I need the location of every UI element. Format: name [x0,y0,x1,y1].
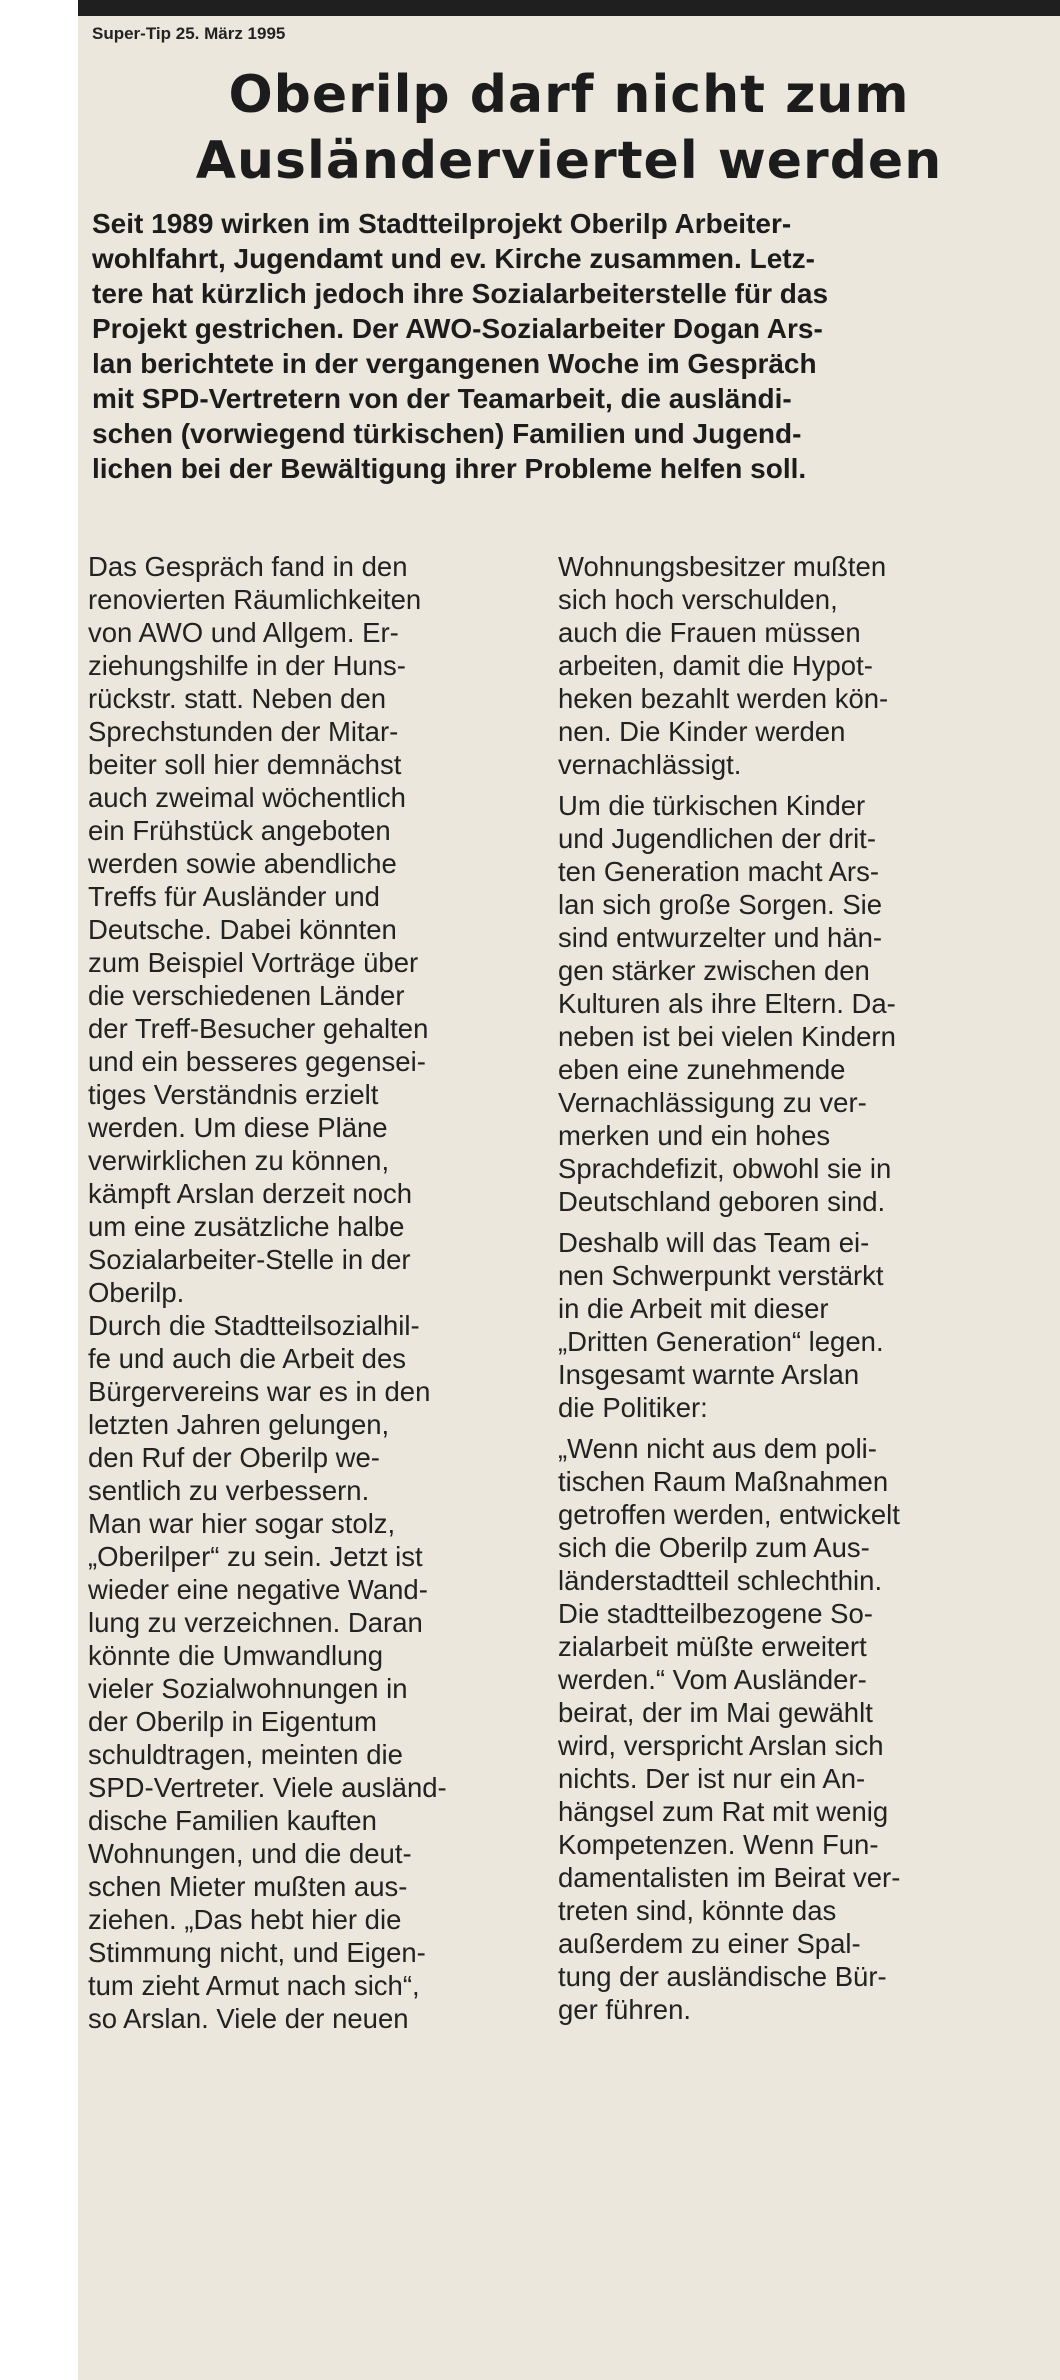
headline-line: Oberilp darf nicht zum [228,65,910,125]
body-line: lan sich große Sorgen. Sie [558,889,883,920]
newspaper-clipping [78,0,1060,2380]
body-line: beiter soll hier demnächst [88,749,402,780]
body-line: vernachlässigt. [558,749,742,780]
body-line: „Wenn nicht aus dem poli- [558,1433,877,1464]
body-line: hängsel zum Rat mit wenig [558,1796,889,1827]
body-line: Wohnungsbesitzer mußten [558,551,887,582]
body-line: länderstadtteil schlechthin. [558,1565,883,1596]
body-line: die Politiker: [558,1392,708,1423]
body-line: treten sind, könnte das [558,1895,837,1926]
body-line: sentlich zu verbessern. [88,1475,370,1506]
lead-line: wohlfahrt, Jugendamt und ev. Kirche zusammen. Letz- [92,243,815,274]
body-line: Deutschland geboren sind. [558,1186,886,1217]
body-line: nichts. Der ist nur ein An- [558,1763,866,1794]
body-line: von AWO und Allgem. Er- [88,617,399,648]
lead-line: tere hat kürzlich jedoch ihre Sozialarbeiterstelle für das [92,278,829,309]
body-line: beirat, der im Mai gewählt [558,1697,873,1728]
body-line: so Arslan. Viele der neuen [88,2003,409,2034]
body-line: Das Gespräch fand in den [88,551,408,582]
body-line: damentalisten im Beirat ver- [558,1862,901,1893]
body-line: Sozialarbeiter-Stelle in der [88,1244,411,1275]
body-line: Kulturen als ihre Eltern. Da- [558,988,896,1019]
body-line: werden sowie abendliche [88,848,397,879]
body-line: „Dritten Generation“ legen. [558,1326,884,1357]
body-line: Wohnungen, und die deut- [88,1838,412,1869]
body-line: verwirklichen zu können, [88,1145,390,1176]
body-line: neben ist bei vielen Kindern [558,1021,896,1052]
body-line: Stimmung nicht, und Eigen- [88,1937,426,1968]
body-line: ziehungshilfe in der Huns- [88,650,406,681]
body-line: Kompetenzen. Wenn Fun- [558,1829,879,1860]
body-line: sich hoch verschulden, [558,584,838,615]
body-line: renovierten Räumlichkeiten [88,584,422,615]
body-line: auch zweimal wöchentlich [88,782,406,813]
body-line: Durch die Stadtteilsozialhil- [88,1310,420,1341]
body-line: außerdem zu einer Spal- [558,1928,861,1959]
body-line: ein Frühstück angeboten [88,815,391,846]
body-line: Insgesamt warnte Arslan [558,1359,860,1390]
lead-line: Seit 1989 wirken im Stadtteilprojekt Oberilp Arbeiter- [92,208,792,239]
body-line: tiges Verständnis erzielt [88,1079,379,1110]
body-line: ger führen. [558,1994,692,2025]
body-line: und Jugendlichen der drit- [558,823,876,854]
body-line: tum zieht Armut nach sich“, [88,1970,420,2001]
body-line: tung der ausländische Bür- [558,1961,887,1992]
body-line: zum Beispiel Vorträge über [88,947,419,978]
body-line: Treffs für Ausländer und [88,881,380,912]
body-line: lung zu verzeichnen. Daran [88,1607,423,1638]
lead-line: mit SPD-Vertretern von der Teamarbeit, die ausländi- [92,383,792,414]
body-line: der Oberilp in Eigentum [88,1706,377,1737]
body-line: arbeiten, damit die Hypot- [558,650,873,681]
body-line: Um die türkischen Kinder [558,790,866,821]
body-line: den Ruf der Oberilp we- [88,1442,380,1473]
body-line: vieler Sozialwohnungen in [88,1673,408,1704]
paragraph-gap [558,1424,1018,1432]
body-line: Deutsche. Dabei könnten [88,914,397,945]
body-line: Deshalb will das Team ei- [558,1227,870,1258]
body-line: sich die Oberilp zum Aus- [558,1532,870,1563]
body-line: zialarbeit müßte erweitert [558,1631,867,1662]
body-line: tischen Raum Maßnahmen [558,1466,889,1497]
body-line: rückstr. statt. Neben den [88,683,387,714]
body-line: fe und auch die Arbeit des [88,1343,407,1374]
lead-line: lan berichtete in der vergangenen Woche im Gespräch [92,348,817,379]
lead-paragraph [92,206,1042,486]
body-line: und ein besseres gegensei- [88,1046,426,1077]
paragraph-gap [558,781,1018,789]
source-line: Super-Tip 25. März 1995 [92,24,286,43]
body-line: wird, verspricht Arslan sich [558,1730,884,1761]
body-line: die verschiedenen Länder [88,980,405,1011]
body-line: Sprachdefizit, obwohl sie in [558,1153,892,1184]
body-line: ten Generation macht Ars- [558,856,879,887]
body-line: um eine zusätzliche halbe [88,1211,405,1242]
body-line: Sprechstunden der Mitar- [88,716,399,747]
body-line: schuldtragen, meinten die [88,1739,403,1770]
body-line: merken und ein hohes [558,1120,831,1151]
body-line: Die stadtteilbezogene So- [558,1598,873,1629]
body-line: nen Schwerpunkt verstärkt [558,1260,884,1291]
body-line: werden. Um diese Pläne [88,1112,388,1143]
body-line: Man war hier sogar stolz, [88,1508,396,1539]
lead-line: schen (vorwiegend türkischen) Familien und Jugend- [92,418,802,449]
body-line: nen. Die Kinder werden [558,716,846,747]
body-line: eben eine zunehmende [558,1054,846,1085]
lead-line: lichen bei der Bewältigung ihrer Probleme helfen soll. [92,453,807,484]
body-line: dische Familien kauften [88,1805,377,1836]
body-line: kämpft Arslan derzeit noch [88,1178,413,1209]
body-line: sind entwurzelter und hän- [558,922,883,953]
body-line: in die Arbeit mit dieser [558,1293,829,1324]
body-line: der Treff-Besucher gehalten [88,1013,429,1044]
body-line: Vernachlässigung zu ver- [558,1087,867,1118]
body-line: Bürgervereins war es in den [88,1376,431,1407]
body-line: schen Mieter mußten aus- [88,1871,408,1902]
body-line: heken bezahlt werden kön- [558,683,889,714]
body-column-left [88,550,548,2035]
body-line: getroffen werden, entwickelt [558,1499,900,1530]
body-line: letzten Jahren gelungen, [88,1409,390,1440]
body-line: könnte die Umwandlung [88,1640,384,1671]
body-line: SPD-Vertreter. Viele ausländ- [88,1772,447,1803]
body-line: ziehen. „Das hebt hier die [88,1904,402,1935]
body-line: werden.“ Vom Ausländer- [558,1664,867,1695]
headline-line: Ausländerviertel werden [195,131,943,191]
body-line: Oberilp. [88,1277,185,1308]
body-line: gen stärker zwischen den [558,955,870,986]
lead-line: Projekt gestrichen. Der AWO-Sozialarbeiter Dogan Ars- [92,313,823,344]
body-line: „Oberilper“ zu sein. Jetzt ist [88,1541,423,1572]
top-border-band [78,0,1060,16]
body-line: wieder eine negative Wand- [88,1574,428,1605]
paragraph-gap [558,1218,1018,1226]
body-line: auch die Frauen müssen [558,617,861,648]
body-column-right [558,550,1018,2026]
headline [78,62,1060,194]
